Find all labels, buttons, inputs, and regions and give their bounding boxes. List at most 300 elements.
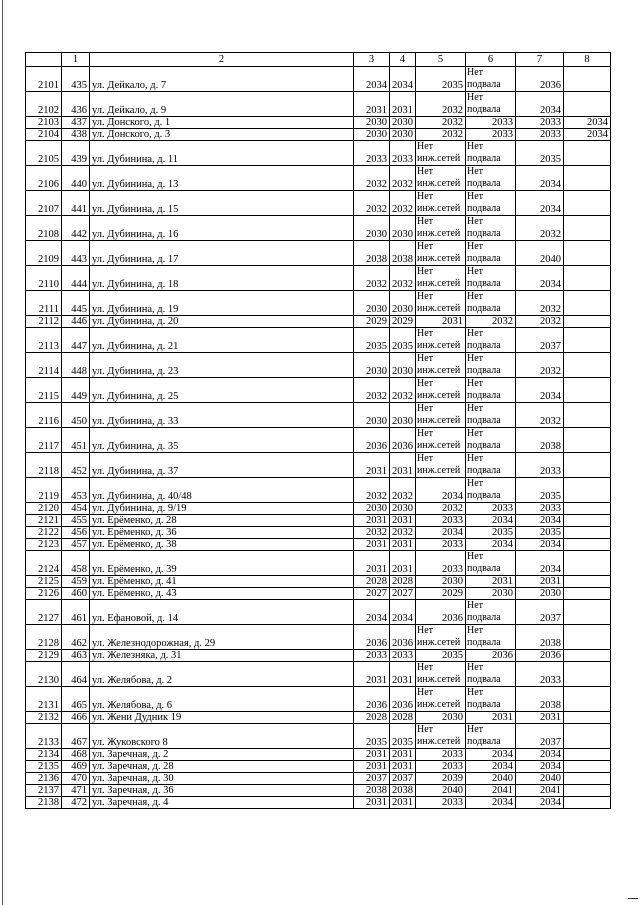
col5-cell: Нет инж.сетей bbox=[416, 428, 466, 453]
col7-cell: 2033 bbox=[516, 503, 564, 515]
table-row bbox=[26, 650, 611, 662]
col4-cell: 2030 bbox=[390, 216, 416, 241]
col6-cell: Нет подвала bbox=[466, 478, 516, 503]
col6-cell: Нет подвала bbox=[466, 92, 516, 117]
col3-cell: 2032 bbox=[354, 266, 390, 291]
col3-cell: 2030 bbox=[354, 403, 390, 428]
table-row bbox=[26, 403, 611, 428]
row-number-cell: 2106 bbox=[26, 166, 62, 191]
col8-cell bbox=[564, 291, 611, 316]
col5-cell: 2034 bbox=[416, 527, 466, 539]
col8-cell bbox=[564, 503, 611, 515]
col5-cell: Нет инж.сетей bbox=[416, 403, 466, 428]
row-number-cell: 2113 bbox=[26, 328, 62, 353]
address-cell: ул. Дубинина, д. 20 bbox=[90, 316, 354, 328]
table-row bbox=[26, 625, 611, 650]
col5-cell: Нет инж.сетей bbox=[416, 662, 466, 687]
table-row bbox=[26, 291, 611, 316]
col4-cell: 2031 bbox=[390, 797, 416, 809]
col6-cell: Нет подвала bbox=[466, 600, 516, 625]
col6-cell: 2041 bbox=[466, 785, 516, 797]
col4-cell: 2032 bbox=[390, 166, 416, 191]
col5-cell: Нет инж.сетей bbox=[416, 353, 466, 378]
col7-cell: 2038 bbox=[516, 625, 564, 650]
index-cell: 452 bbox=[62, 453, 90, 478]
address-cell: ул. Ерёменко, д. 41 bbox=[90, 576, 354, 588]
col4-cell: 2030 bbox=[390, 353, 416, 378]
table-row bbox=[26, 749, 611, 761]
col6-cell: Нет подвала bbox=[466, 428, 516, 453]
table-row bbox=[26, 166, 611, 191]
col6-cell: Нет подвала bbox=[466, 724, 516, 749]
table-row bbox=[26, 724, 611, 749]
header-cell: 6 bbox=[466, 53, 516, 67]
col5-cell: Нет инж.сетей bbox=[416, 266, 466, 291]
col3-cell: 2036 bbox=[354, 687, 390, 712]
index-cell: 438 bbox=[62, 129, 90, 141]
col8-cell bbox=[564, 576, 611, 588]
col7-cell: 2033 bbox=[516, 453, 564, 478]
col6-cell: Нет подвала bbox=[466, 291, 516, 316]
table-row bbox=[26, 600, 611, 625]
row-number-cell: 2111 bbox=[26, 291, 62, 316]
address-cell: ул. Дубинина, д. 37 bbox=[90, 453, 354, 478]
address-cell: ул. Ерёменко, д. 28 bbox=[90, 515, 354, 527]
col8-cell bbox=[564, 453, 611, 478]
col5-cell: 2033 bbox=[416, 761, 466, 773]
col8-cell bbox=[564, 241, 611, 266]
col5-cell: 2033 bbox=[416, 515, 466, 527]
col8-cell bbox=[564, 67, 611, 92]
col7-cell: 2036 bbox=[516, 650, 564, 662]
col8-cell bbox=[564, 539, 611, 551]
col6-cell: Нет подвала bbox=[466, 241, 516, 266]
row-number-cell: 2130 bbox=[26, 662, 62, 687]
table-row bbox=[26, 712, 611, 724]
col8-cell bbox=[564, 328, 611, 353]
row-number-cell: 2107 bbox=[26, 191, 62, 216]
header-cell: 8 bbox=[564, 53, 611, 67]
address-cell: ул. Заречная, д. 28 bbox=[90, 761, 354, 773]
row-number-cell: 2137 bbox=[26, 785, 62, 797]
col8-cell: 2034 bbox=[564, 117, 611, 129]
col7-cell: 2034 bbox=[516, 761, 564, 773]
col8-cell bbox=[564, 403, 611, 428]
col7-cell: 2033 bbox=[516, 117, 564, 129]
table-row bbox=[26, 576, 611, 588]
col7-cell: 2034 bbox=[516, 539, 564, 551]
col5-cell: 2040 bbox=[416, 785, 466, 797]
col8-cell bbox=[564, 551, 611, 576]
table-row bbox=[26, 353, 611, 378]
row-number-cell: 2119 bbox=[26, 478, 62, 503]
address-cell: ул. Дубинина, д. 19 bbox=[90, 291, 354, 316]
row-number-cell: 2124 bbox=[26, 551, 62, 576]
col3-cell: 2032 bbox=[354, 166, 390, 191]
address-cell: ул. Железнодорожная, д. 29 bbox=[90, 625, 354, 650]
col4-cell: 2030 bbox=[390, 129, 416, 141]
table-body bbox=[26, 67, 611, 809]
header-cell: 1 bbox=[62, 53, 90, 67]
row-number-cell: 2127 bbox=[26, 600, 62, 625]
index-cell: 458 bbox=[62, 551, 90, 576]
col8-cell bbox=[564, 650, 611, 662]
col8-cell bbox=[564, 316, 611, 328]
address-cell: ул. Дейкало, д. 7 bbox=[90, 67, 354, 92]
address-cell: ул. Дубинина, д. 13 bbox=[90, 166, 354, 191]
col4-cell: 2028 bbox=[390, 712, 416, 724]
col3-cell: 2031 bbox=[354, 551, 390, 576]
table-row bbox=[26, 773, 611, 785]
col3-cell: 2037 bbox=[354, 773, 390, 785]
col7-cell: 2034 bbox=[516, 191, 564, 216]
col6-cell: Нет подвала bbox=[466, 166, 516, 191]
col7-cell: 2034 bbox=[516, 749, 564, 761]
col5-cell: 2029 bbox=[416, 588, 466, 600]
col4-cell: 2031 bbox=[390, 749, 416, 761]
col6-cell: 2034 bbox=[466, 797, 516, 809]
index-cell: 439 bbox=[62, 141, 90, 166]
address-cell: ул. Дубинина, д. 18 bbox=[90, 266, 354, 291]
header-cell: 4 bbox=[390, 53, 416, 67]
col8-cell bbox=[564, 588, 611, 600]
row-number-cell: 2123 bbox=[26, 539, 62, 551]
col4-cell: 2030 bbox=[390, 403, 416, 428]
col8-cell bbox=[564, 600, 611, 625]
col3-cell: 2027 bbox=[354, 588, 390, 600]
col4-cell: 2038 bbox=[390, 785, 416, 797]
col7-cell: 2034 bbox=[516, 797, 564, 809]
table-row bbox=[26, 428, 611, 453]
col4-cell: 2030 bbox=[390, 291, 416, 316]
address-cell: ул. Жени Дудник 19 bbox=[90, 712, 354, 724]
col8-cell bbox=[564, 724, 611, 749]
col6-cell: 2033 bbox=[466, 117, 516, 129]
row-number-cell: 2129 bbox=[26, 650, 62, 662]
col4-cell: 2031 bbox=[390, 662, 416, 687]
col6-cell: Нет подвала bbox=[466, 141, 516, 166]
col6-cell: Нет подвала bbox=[466, 266, 516, 291]
index-cell: 446 bbox=[62, 316, 90, 328]
table-row bbox=[26, 266, 611, 291]
col7-cell: 2032 bbox=[516, 216, 564, 241]
address-cell: ул. Донского, д. 1 bbox=[90, 117, 354, 129]
col6-cell: 2034 bbox=[466, 749, 516, 761]
col5-cell: Нет инж.сетей bbox=[416, 166, 466, 191]
address-cell: ул. Дубинина, д. 17 bbox=[90, 241, 354, 266]
col6-cell: Нет подвала bbox=[466, 191, 516, 216]
address-cell: ул. Дубинина, д. 16 bbox=[90, 216, 354, 241]
row-number-cell: 2118 bbox=[26, 453, 62, 478]
col7-cell: 2040 bbox=[516, 773, 564, 785]
row-number-cell: 2133 bbox=[26, 724, 62, 749]
col7-cell: 2030 bbox=[516, 588, 564, 600]
header-cell: 7 bbox=[516, 53, 564, 67]
table-row bbox=[26, 478, 611, 503]
col3-cell: 2030 bbox=[354, 503, 390, 515]
col8-cell bbox=[564, 216, 611, 241]
table-row bbox=[26, 539, 611, 551]
col3-cell: 2031 bbox=[354, 92, 390, 117]
col4-cell: 2034 bbox=[390, 67, 416, 92]
col5-cell: 2032 bbox=[416, 503, 466, 515]
col5-cell: 2034 bbox=[416, 478, 466, 503]
col6-cell: Нет подвала bbox=[466, 453, 516, 478]
col5-cell: Нет инж.сетей bbox=[416, 216, 466, 241]
table-row bbox=[26, 117, 611, 129]
table-row bbox=[26, 141, 611, 166]
table-row bbox=[26, 92, 611, 117]
col6-cell: 2034 bbox=[466, 539, 516, 551]
address-cell: ул. Заречная, д. 36 bbox=[90, 785, 354, 797]
col5-cell: 2035 bbox=[416, 650, 466, 662]
col7-cell: 2034 bbox=[516, 551, 564, 576]
col7-cell: 2035 bbox=[516, 527, 564, 539]
col4-cell: 2031 bbox=[390, 453, 416, 478]
address-cell: ул. Жуковского 8 bbox=[90, 724, 354, 749]
col4-cell: 2032 bbox=[390, 378, 416, 403]
col5-cell: 2035 bbox=[416, 67, 466, 92]
col6-cell: 2034 bbox=[466, 761, 516, 773]
col8-cell bbox=[564, 761, 611, 773]
col6-cell: Нет подвала bbox=[466, 67, 516, 92]
col6-cell: Нет подвала bbox=[466, 662, 516, 687]
row-number-cell: 2138 bbox=[26, 797, 62, 809]
col3-cell: 2031 bbox=[354, 515, 390, 527]
table-row bbox=[26, 191, 611, 216]
row-number-cell: 2115 bbox=[26, 378, 62, 403]
table-row bbox=[26, 551, 611, 576]
col5-cell: 2032 bbox=[416, 92, 466, 117]
address-cell: ул. Ерёменко, д. 36 bbox=[90, 527, 354, 539]
col5-cell: Нет инж.сетей bbox=[416, 241, 466, 266]
header-cell: 3 bbox=[354, 53, 390, 67]
index-cell: 440 bbox=[62, 166, 90, 191]
col3-cell: 2033 bbox=[354, 650, 390, 662]
index-cell: 467 bbox=[62, 724, 90, 749]
col3-cell: 2030 bbox=[354, 291, 390, 316]
col6-cell: 2040 bbox=[466, 773, 516, 785]
address-cell: ул. Дубинина, д. 33 bbox=[90, 403, 354, 428]
index-cell: 443 bbox=[62, 241, 90, 266]
col6-cell: Нет подвала bbox=[466, 625, 516, 650]
table-row bbox=[26, 453, 611, 478]
housing-schedule-table bbox=[25, 52, 611, 809]
col5-cell: 2033 bbox=[416, 797, 466, 809]
table-row bbox=[26, 503, 611, 515]
col6-cell: 2033 bbox=[466, 129, 516, 141]
index-cell: 457 bbox=[62, 539, 90, 551]
col4-cell: 2037 bbox=[390, 773, 416, 785]
col3-cell: 2032 bbox=[354, 378, 390, 403]
col7-cell: 2034 bbox=[516, 92, 564, 117]
address-cell: ул. Дубинина, д. 15 bbox=[90, 191, 354, 216]
col8-cell bbox=[564, 515, 611, 527]
address-cell: ул. Ефановой, д. 14 bbox=[90, 600, 354, 625]
col3-cell: 2034 bbox=[354, 67, 390, 92]
col7-cell: 2040 bbox=[516, 241, 564, 266]
row-number-cell: 2126 bbox=[26, 588, 62, 600]
col4-cell: 2034 bbox=[390, 600, 416, 625]
col3-cell: 2031 bbox=[354, 797, 390, 809]
col3-cell: 2038 bbox=[354, 241, 390, 266]
col7-cell: 2032 bbox=[516, 353, 564, 378]
col3-cell: 2030 bbox=[354, 353, 390, 378]
row-number-cell: 2117 bbox=[26, 428, 62, 453]
col3-cell: 2029 bbox=[354, 316, 390, 328]
col5-cell: Нет инж.сетей bbox=[416, 141, 466, 166]
table-row bbox=[26, 67, 611, 92]
header-row bbox=[26, 53, 611, 67]
row-number-cell: 2132 bbox=[26, 712, 62, 724]
col5-cell: 2033 bbox=[416, 749, 466, 761]
index-cell: 471 bbox=[62, 785, 90, 797]
row-number-cell: 2131 bbox=[26, 687, 62, 712]
col6-cell: Нет подвала bbox=[466, 551, 516, 576]
col8-cell bbox=[564, 712, 611, 724]
col4-cell: 2033 bbox=[390, 650, 416, 662]
col8-cell bbox=[564, 378, 611, 403]
col8-cell bbox=[564, 166, 611, 191]
col6-cell: 2031 bbox=[466, 712, 516, 724]
header-cell: 5 bbox=[416, 53, 466, 67]
col4-cell: 2031 bbox=[390, 92, 416, 117]
table-row bbox=[26, 588, 611, 600]
row-number-cell: 2110 bbox=[26, 266, 62, 291]
col4-cell: 2036 bbox=[390, 687, 416, 712]
col7-cell: 2033 bbox=[516, 662, 564, 687]
col4-cell: 2032 bbox=[390, 266, 416, 291]
address-cell: ул. Донского, д. 3 bbox=[90, 129, 354, 141]
col7-cell: 2038 bbox=[516, 428, 564, 453]
index-cell: 459 bbox=[62, 576, 90, 588]
col7-cell: 2032 bbox=[516, 403, 564, 428]
col3-cell: 2031 bbox=[354, 749, 390, 761]
col5-cell: 2033 bbox=[416, 551, 466, 576]
address-cell: ул. Дубинина, д. 21 bbox=[90, 328, 354, 353]
row-number-cell: 2101 bbox=[26, 67, 62, 92]
index-cell: 450 bbox=[62, 403, 90, 428]
col5-cell: 2030 bbox=[416, 712, 466, 724]
col6-cell: Нет подвала bbox=[466, 403, 516, 428]
col8-cell bbox=[564, 141, 611, 166]
address-cell: ул. Ерёменко, д. 39 bbox=[90, 551, 354, 576]
col5-cell: 2032 bbox=[416, 117, 466, 129]
col3-cell: 2035 bbox=[354, 328, 390, 353]
col3-cell: 2031 bbox=[354, 761, 390, 773]
col3-cell: 2030 bbox=[354, 129, 390, 141]
row-number-cell: 2116 bbox=[26, 403, 62, 428]
col3-cell: 2035 bbox=[354, 724, 390, 749]
col3-cell: 2031 bbox=[354, 662, 390, 687]
col8-cell bbox=[564, 478, 611, 503]
col6-cell: 2033 bbox=[466, 503, 516, 515]
col3-cell: 2028 bbox=[354, 576, 390, 588]
index-cell: 456 bbox=[62, 527, 90, 539]
col5-cell: 2039 bbox=[416, 773, 466, 785]
col6-cell: Нет подвала bbox=[466, 687, 516, 712]
col3-cell: 2030 bbox=[354, 117, 390, 129]
row-number-cell: 2122 bbox=[26, 527, 62, 539]
col4-cell: 2030 bbox=[390, 503, 416, 515]
col3-cell: 2031 bbox=[354, 453, 390, 478]
col5-cell: 2036 bbox=[416, 600, 466, 625]
row-number-cell: 2134 bbox=[26, 749, 62, 761]
col7-cell: 2037 bbox=[516, 600, 564, 625]
index-cell: 461 bbox=[62, 600, 90, 625]
col8-cell bbox=[564, 773, 611, 785]
col7-cell: 2032 bbox=[516, 291, 564, 316]
col7-cell: 2035 bbox=[516, 141, 564, 166]
index-cell: 470 bbox=[62, 773, 90, 785]
row-number-cell: 2125 bbox=[26, 576, 62, 588]
col7-cell: 2038 bbox=[516, 687, 564, 712]
col6-cell: 2034 bbox=[466, 515, 516, 527]
col3-cell: 2028 bbox=[354, 712, 390, 724]
col5-cell: Нет инж.сетей bbox=[416, 291, 466, 316]
table-row bbox=[26, 515, 611, 527]
index-cell: 462 bbox=[62, 625, 90, 650]
row-number-cell: 2108 bbox=[26, 216, 62, 241]
address-cell: ул. Желябова, д. 6 bbox=[90, 687, 354, 712]
col5-cell: Нет инж.сетей bbox=[416, 328, 466, 353]
col7-cell: 2036 bbox=[516, 67, 564, 92]
index-cell: 465 bbox=[62, 687, 90, 712]
row-number-cell: 2114 bbox=[26, 353, 62, 378]
index-cell: 453 bbox=[62, 478, 90, 503]
col4-cell: 2031 bbox=[390, 551, 416, 576]
index-cell: 435 bbox=[62, 67, 90, 92]
table-row bbox=[26, 129, 611, 141]
row-number-cell: 2112 bbox=[26, 316, 62, 328]
col4-cell: 2031 bbox=[390, 761, 416, 773]
col6-cell: Нет подвала bbox=[466, 216, 516, 241]
col7-cell: 2037 bbox=[516, 724, 564, 749]
row-number-cell: 2102 bbox=[26, 92, 62, 117]
index-cell: 463 bbox=[62, 650, 90, 662]
col6-cell: 2031 bbox=[466, 576, 516, 588]
header-cell bbox=[26, 53, 62, 67]
address-cell: ул. Ерёменко, д. 43 bbox=[90, 588, 354, 600]
col7-cell: 2041 bbox=[516, 785, 564, 797]
col7-cell: 2031 bbox=[516, 712, 564, 724]
col8-cell bbox=[564, 749, 611, 761]
col3-cell: 2031 bbox=[354, 539, 390, 551]
col7-cell: 2034 bbox=[516, 266, 564, 291]
col8-cell bbox=[564, 428, 611, 453]
col8-cell bbox=[564, 785, 611, 797]
address-cell: ул. Дейкало, д. 9 bbox=[90, 92, 354, 117]
col5-cell: 2032 bbox=[416, 129, 466, 141]
row-number-cell: 2103 bbox=[26, 117, 62, 129]
table-row bbox=[26, 761, 611, 773]
row-number-cell: 2105 bbox=[26, 141, 62, 166]
index-cell: 451 bbox=[62, 428, 90, 453]
address-cell: ул. Дубинина, д. 23 bbox=[90, 353, 354, 378]
row-number-cell: 2136 bbox=[26, 773, 62, 785]
col6-cell: Нет подвала bbox=[466, 328, 516, 353]
col4-cell: 2031 bbox=[390, 515, 416, 527]
address-cell: ул. Заречная, д. 4 bbox=[90, 797, 354, 809]
col3-cell: 2036 bbox=[354, 625, 390, 650]
address-cell: ул. Заречная, д. 2 bbox=[90, 749, 354, 761]
index-cell: 469 bbox=[62, 761, 90, 773]
col8-cell bbox=[564, 191, 611, 216]
col7-cell: 2035 bbox=[516, 478, 564, 503]
table-row bbox=[26, 797, 611, 809]
index-cell: 455 bbox=[62, 515, 90, 527]
col6-cell: Нет подвала bbox=[466, 353, 516, 378]
